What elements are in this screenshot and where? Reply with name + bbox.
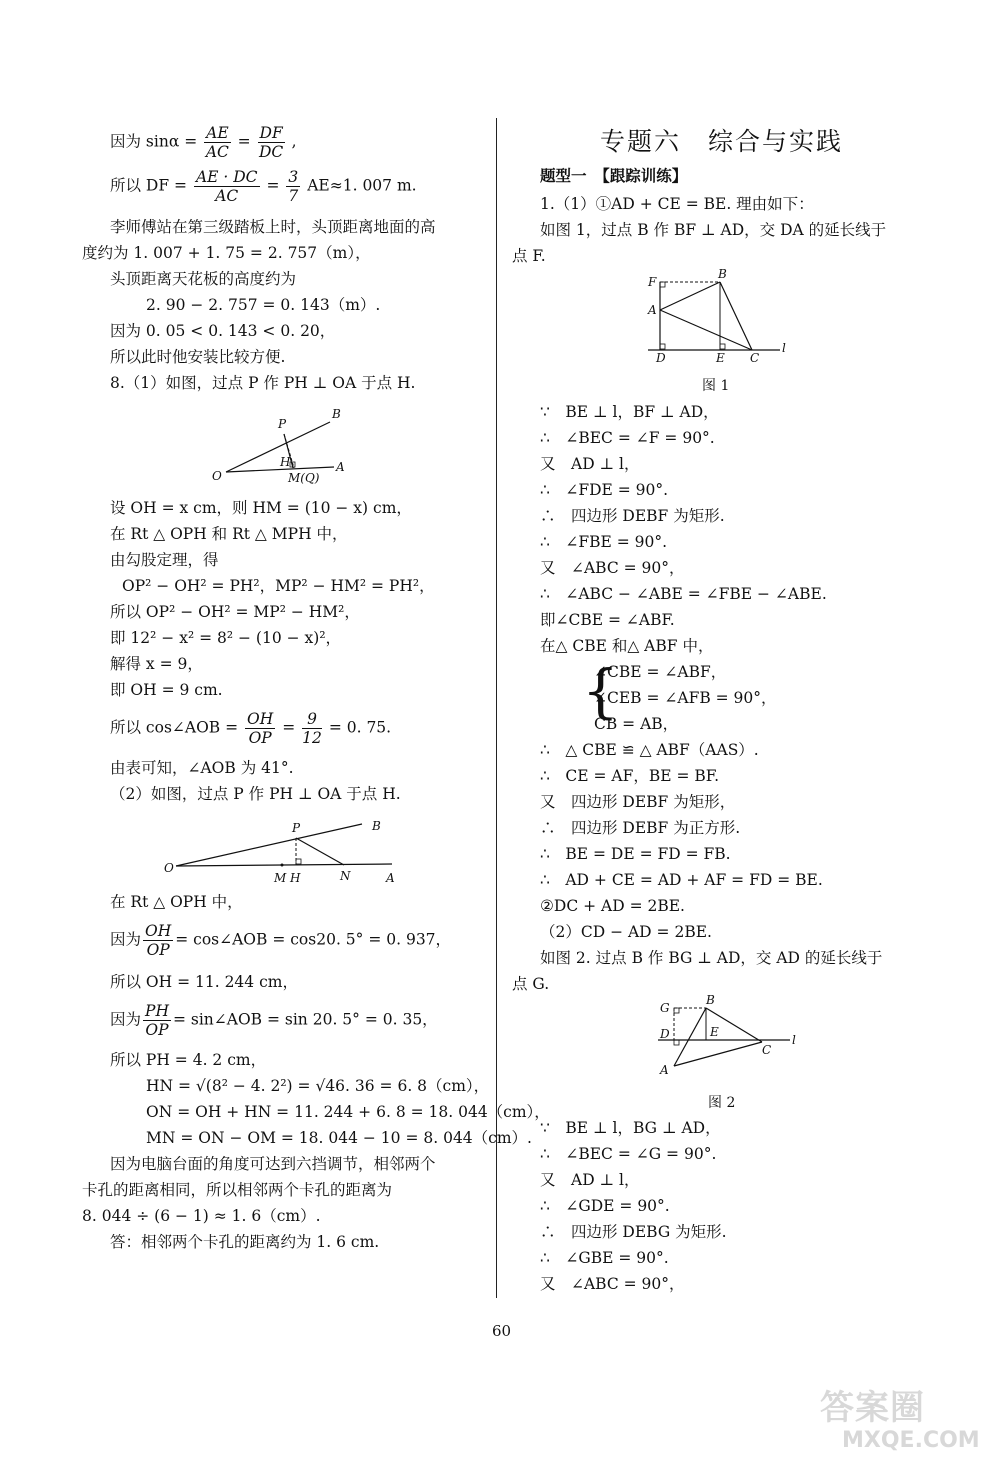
- text-line: ∴ ∠BEC = ∠F = 90°.: [540, 429, 715, 447]
- watermark-logo: 答案圈: [820, 1388, 925, 1428]
- text-line: 所以 OH = 11. 244 cm，: [110, 973, 298, 991]
- text-line: 8.（1）如图，过点 P 作 PH ⊥ OA 于点 H.: [110, 374, 416, 392]
- text-line: 所以 PH = 4. 2 cm，: [110, 1051, 267, 1069]
- text-line: 如图 2. 过点 B 作 BG ⊥ AD，交 AD 的延长线于: [540, 949, 883, 967]
- point-label: H: [280, 455, 291, 469]
- text-line: ∴ ∠FBE = 90°.: [540, 533, 668, 551]
- point-label: l: [782, 341, 786, 355]
- point-label: H: [290, 871, 301, 885]
- point-label: N: [340, 869, 351, 883]
- text-run: = sin∠AOB = sin 20. 5° = 0. 35，: [172, 1010, 438, 1029]
- numerator: DF: [259, 124, 283, 142]
- text-run: = cos∠AOB = cos20. 5° = 0. 937，: [175, 930, 452, 949]
- watermark-url: MXQE.COM: [842, 1428, 980, 1453]
- text-line: 在 Rt △ OPH 中，: [110, 893, 243, 911]
- numerator: PH: [145, 1002, 169, 1020]
- text-line: 如图 1，过点 B 作 BF ⊥ AD，交 DA 的延长线于: [540, 221, 887, 239]
- text-line: 在 Rt △ OPH 和 Rt △ MPH 中，: [110, 525, 348, 543]
- text-line: 点 G.: [512, 975, 550, 993]
- text-line: OP² − OH² = PH²，MP² − HM² = PH²，: [122, 577, 435, 595]
- point-label: M: [274, 871, 287, 885]
- fraction: [143, 1002, 171, 1039]
- text-line: （2）如图，过点 P 作 PH ⊥ OA 于点 H.: [110, 785, 401, 803]
- text-run: =: [266, 176, 280, 195]
- point-label: A: [386, 871, 395, 885]
- text-line: 解得 x = 9，: [110, 655, 203, 673]
- point-label: A: [660, 1063, 669, 1077]
- system-brace: {: [582, 657, 619, 725]
- text-line: 又 AD ⊥ l，: [540, 455, 640, 473]
- denominator: AC: [205, 143, 229, 161]
- text-line: 1.（1）①AD + CE = BE. 理由如下：: [540, 195, 814, 213]
- fraction: [258, 124, 285, 161]
- text-line: 又 ∠ABC = 90°，: [540, 559, 685, 577]
- denominator: OP: [248, 729, 272, 747]
- text-line: ∴ CE = AF，BE = BF.: [540, 767, 720, 785]
- figure-2: [650, 993, 800, 1092]
- text-line: ∴ AD + CE = AD + AF = FD = BE.: [540, 871, 823, 889]
- point-label: D: [660, 1027, 670, 1041]
- text-line: 李师傅站在第三级踏板上时，头顶距离地面的高: [110, 218, 436, 236]
- fraction: [245, 710, 275, 747]
- numerator: OH: [145, 922, 172, 940]
- text-line: 即 OH = 9 cm.: [110, 681, 223, 699]
- figure-caption: 图 1: [702, 378, 730, 394]
- numerator: 3: [288, 168, 299, 186]
- text-run: 因为: [110, 930, 142, 949]
- numerator: AE · DC: [195, 168, 258, 186]
- point-label: C: [750, 351, 760, 365]
- text-line: [82, 1002, 438, 1039]
- denominator: DC: [258, 143, 284, 161]
- point-label: A: [648, 303, 657, 317]
- text-line: 又 四边形 DEBF 为矩形，: [540, 793, 736, 811]
- text-line: ∴ ∠ABC − ∠ABE = ∠FBE − ∠ABE.: [540, 585, 827, 603]
- text-line: 头顶距离天花板的高度约为: [110, 270, 297, 288]
- point-label: O: [212, 469, 222, 483]
- text-line: 点 F.: [512, 247, 546, 265]
- page-number: 60: [492, 1322, 512, 1340]
- text-line: ∴ ∠FDE = 90°.: [540, 481, 669, 499]
- text-line: 度约为 1. 007 + 1. 75 = 2. 757（m），: [82, 244, 371, 262]
- point-label: M(Q): [288, 471, 320, 485]
- text-line: 因为电脑台面的角度可达到六挡调节，相邻两个: [110, 1155, 436, 1173]
- text-line: ∴ 四边形 DEBF 为矩形.: [540, 507, 725, 525]
- numerator: AE: [206, 124, 229, 142]
- text-line: MN = ON − OM = 18. 044 − 10 = 8. 044（cm）.: [146, 1129, 532, 1147]
- text-line: HN = √(8² − 4. 2²) = √46. 36 = 6. 8（cm），: [146, 1077, 490, 1095]
- text-line: ②DC + AD = 2BE.: [540, 897, 685, 915]
- text-line: ∠CBE = ∠ABF，: [594, 663, 727, 681]
- point-label: B: [706, 993, 715, 1007]
- text-line: CB = AB，: [594, 715, 679, 733]
- text-line: ∵ BE ⊥ l，BF ⊥ AD，: [540, 403, 719, 421]
- text-line: [82, 922, 451, 959]
- fraction: [302, 710, 322, 747]
- text-run: 因为 sinα =: [110, 132, 198, 151]
- text-line: ∵ BE ⊥ l，BG ⊥ AD，: [540, 1119, 721, 1137]
- text-line: 由表可知，∠AOB 为 41°.: [110, 759, 294, 777]
- fraction: [286, 168, 300, 205]
- point-label: E: [716, 351, 725, 365]
- text-line: 由勾股定理，得: [110, 551, 219, 569]
- text-run: ,: [291, 132, 297, 151]
- text-line: 8. 044 ÷ (6 − 1) ≈ 1. 6（cm）.: [82, 1207, 321, 1225]
- text-line: [82, 710, 391, 747]
- point-label: A: [336, 460, 345, 474]
- text-line: 即∠CBE = ∠ABF.: [540, 611, 675, 629]
- point-label: B: [372, 819, 381, 833]
- geometry-figure: [212, 400, 352, 494]
- text-line: 设 OH = x cm，则 HM = (10 − x) cm，: [110, 499, 412, 517]
- section-title: 专题六 综合与实践: [600, 127, 844, 156]
- text-line: 即 12² − x² = 8² − (10 − x)²，: [110, 629, 342, 647]
- text-line: ON = OH + HN = 11. 244 + 6. 8 = 18. 044（cm），: [146, 1103, 550, 1121]
- text-run: = 0. 75.: [328, 718, 392, 737]
- geometry-figure: [164, 810, 404, 894]
- numerator: OH: [247, 710, 274, 728]
- denominator: 7: [288, 187, 299, 205]
- text-line: [82, 124, 297, 161]
- fraction: [143, 922, 173, 959]
- fraction: [204, 124, 231, 161]
- denominator: OP: [146, 941, 170, 959]
- point-label: F: [648, 275, 657, 289]
- point-label: B: [718, 267, 727, 281]
- text-line: ∴ ∠GBE = 90°.: [540, 1249, 669, 1267]
- figure-caption: 图 2: [708, 1095, 736, 1111]
- text-run: 所以 cos∠AOB =: [110, 718, 239, 737]
- text-line: 又 AD ⊥ l，: [540, 1171, 640, 1189]
- point-label: B: [332, 407, 341, 421]
- text-line: 又 ∠ABC = 90°，: [540, 1275, 685, 1293]
- text-run: =: [237, 132, 251, 151]
- text-line: 因为 0. 05 < 0. 143 < 0. 20，: [110, 322, 336, 340]
- denominator: AC: [215, 187, 239, 205]
- text-line: 在△ CBE 和△ ABF 中，: [540, 637, 714, 655]
- text-line: （2）CD − AD = 2BE.: [540, 923, 712, 941]
- text-line: ∴ BE = DE = FD = FB.: [540, 845, 731, 863]
- point-label: O: [164, 861, 174, 875]
- point-label: E: [710, 1025, 719, 1039]
- text-line: ∴ 四边形 DEBG 为矩形.: [540, 1223, 727, 1241]
- point-label: G: [660, 1001, 670, 1015]
- text-line: ∴ ∠GDE = 90°.: [540, 1197, 670, 1215]
- denominator: OP: [145, 1021, 169, 1039]
- text-run: 所以 DF =: [110, 176, 188, 195]
- point-label: P: [278, 417, 287, 431]
- column-divider: [496, 118, 497, 1298]
- text-line: 答：相邻两个卡孔的距离约为 1. 6 cm.: [110, 1233, 380, 1251]
- text-line: [82, 168, 417, 205]
- text-line: ∴ 四边形 DEBF 为正方形.: [540, 819, 741, 837]
- text-line: 2. 90 − 2. 757 = 0. 143（m）.: [146, 296, 381, 314]
- text-line: ∴ ∠BEC = ∠G = 90°.: [540, 1145, 717, 1163]
- point-label: D: [656, 351, 666, 365]
- denominator: 12: [302, 729, 322, 747]
- text-line: 所以此时他安装比较方便.: [110, 348, 286, 366]
- text-line: 所以 OP² − OH² = MP² − HM²，: [110, 603, 360, 621]
- point-label: l: [792, 1033, 796, 1047]
- figure-1: [640, 267, 790, 366]
- text-line: ∴ △ CBE ≌ △ ABF（AAS）.: [540, 741, 759, 759]
- text-run: AE≈1. 007 m.: [307, 176, 417, 195]
- numerator: 9: [302, 710, 322, 729]
- point-label: P: [292, 821, 301, 835]
- text-line: ∠CEB = ∠AFB = 90°，: [594, 689, 777, 707]
- fraction: [194, 168, 260, 205]
- text-run: =: [282, 718, 296, 737]
- text-run: 因为: [110, 1010, 142, 1029]
- point-label: C: [762, 1043, 772, 1057]
- text-line: 卡孔的距离相同，所以相邻两个卡孔的距离为: [82, 1181, 393, 1199]
- subheading: 题型一 【跟踪训练】: [540, 166, 688, 185]
